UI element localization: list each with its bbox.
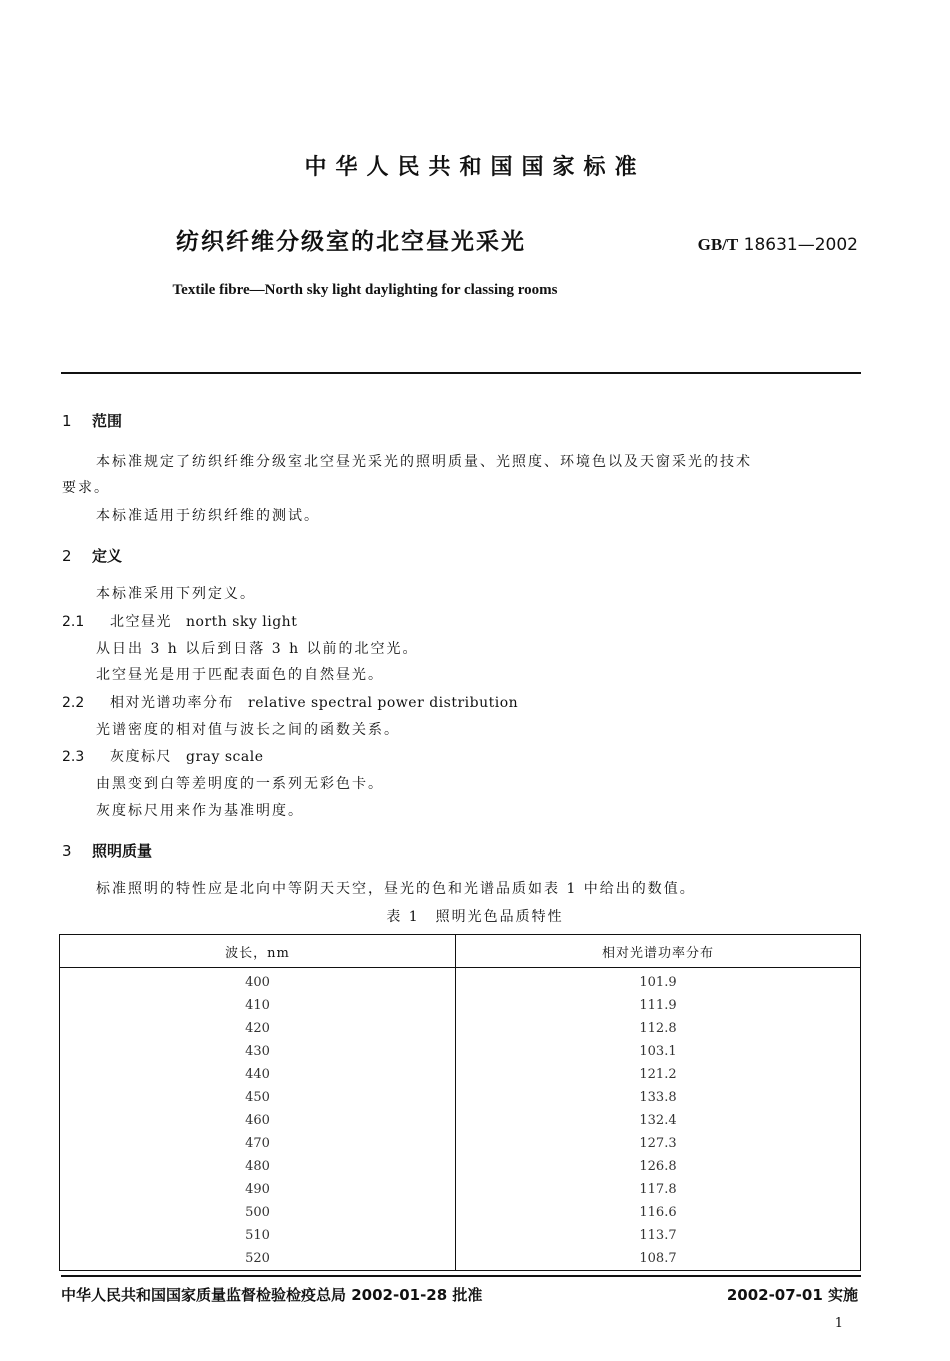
lighting-quality-paragraph: 标准照明的特性应是北向中等阴天天空，昼光的色和光谱品质如表 1 中给出的数值。 bbox=[96, 881, 696, 897]
table-row bbox=[60, 1086, 861, 1109]
document-title-cn: 纺织纤维分级室的北空昼光采光 bbox=[176, 229, 526, 255]
definition-2-3-line-1: 由黑变到白等差明度的一系列无彩色卡。 bbox=[96, 776, 384, 792]
footer-divider bbox=[61, 1275, 861, 1277]
approval-line: 中华人民共和国国家质量监督检验检疫总局 2002-01-28 批准 bbox=[61, 1286, 483, 1304]
header-divider bbox=[61, 372, 861, 374]
table-header-row bbox=[60, 935, 861, 968]
term-en: gray scale bbox=[186, 749, 264, 765]
power-cell: 111.9 bbox=[639, 998, 677, 1013]
term-en: relative spectral power distribution bbox=[248, 695, 519, 711]
wavelength-cell: 510 bbox=[60, 1224, 456, 1247]
definition-2-2-term bbox=[62, 692, 518, 712]
definition-2-3-line-2: 灰度标尺用来作为基准明度。 bbox=[96, 803, 304, 819]
table-row bbox=[60, 1109, 861, 1132]
power-cell: 121.2 bbox=[639, 1067, 677, 1082]
wavelength-cell: 420 bbox=[60, 1017, 456, 1040]
wavelength-cell: 460 bbox=[60, 1109, 456, 1132]
table-row bbox=[60, 1132, 861, 1155]
scope-paragraph-line-1: 本标准规定了纺织纤维分级室北空昼光采光的照明质量、光照度、环境色以及天窗采光的技术 bbox=[96, 454, 752, 470]
wavelength-cell: 520 bbox=[60, 1247, 456, 1271]
definitions-intro: 本标准采用下列定义。 bbox=[96, 586, 256, 602]
wavelength-cell: 450 bbox=[60, 1086, 456, 1109]
definition-number: 2.3 bbox=[62, 749, 85, 765]
wavelength-cell: 480 bbox=[60, 1155, 456, 1178]
table-row bbox=[60, 1017, 861, 1040]
definition-number: 2.1 bbox=[62, 614, 85, 630]
wavelength-cell: 500 bbox=[60, 1201, 456, 1224]
table-row bbox=[60, 1178, 861, 1201]
section-number: 2 bbox=[62, 547, 72, 565]
definition-number: 2.2 bbox=[62, 695, 85, 711]
wavelength-cell: 400 bbox=[60, 968, 456, 995]
power-cell: 113.7 bbox=[639, 1228, 677, 1243]
table-row bbox=[60, 1063, 861, 1086]
definition-2-1-term bbox=[62, 611, 297, 631]
table-row bbox=[60, 994, 861, 1017]
table-row bbox=[60, 1155, 861, 1178]
term-cn: 相对光谱功率分布 bbox=[110, 695, 234, 711]
wavelength-cell: 490 bbox=[60, 1178, 456, 1201]
standard-number-prefix: GB/T bbox=[697, 235, 739, 254]
term-cn: 北空昼光 bbox=[110, 614, 172, 630]
section-title: 照明质量 bbox=[92, 842, 153, 860]
section-1-heading bbox=[62, 410, 122, 431]
column-header-relative-power: 相对光谱功率分布 bbox=[456, 935, 861, 968]
power-cell: 126.8 bbox=[639, 1159, 677, 1174]
power-cell: 127.3 bbox=[639, 1136, 677, 1151]
wavelength-cell: 410 bbox=[60, 994, 456, 1017]
power-cell: 132.4 bbox=[639, 1113, 677, 1128]
table-caption: 表 1 照明光色品质特性 bbox=[386, 909, 564, 925]
definition-2-1-line-2: 北空昼光是用于匹配表面色的自然昼光。 bbox=[96, 667, 384, 683]
power-cell: 101.9 bbox=[639, 975, 677, 990]
power-cell: 112.8 bbox=[639, 1021, 677, 1036]
section-2-heading bbox=[62, 545, 122, 566]
section-number: 1 bbox=[62, 412, 72, 430]
power-cell: 103.1 bbox=[639, 1044, 677, 1059]
table-row bbox=[60, 1247, 861, 1271]
implementation-date: 2002-07-01 实施 bbox=[726, 1286, 858, 1304]
power-cell: 117.8 bbox=[639, 1182, 677, 1197]
spectral-table bbox=[59, 934, 861, 1271]
section-3-heading bbox=[62, 840, 152, 861]
power-cell: 133.8 bbox=[639, 1090, 677, 1105]
power-cell: 108.7 bbox=[639, 1251, 677, 1266]
standard-type-header: 中华人民共和国国家标准 bbox=[304, 155, 646, 180]
table-row bbox=[60, 1040, 861, 1063]
definition-2-2-line-1: 光谱密度的相对值与波长之间的函数关系。 bbox=[96, 722, 400, 738]
wavelength-cell: 470 bbox=[60, 1132, 456, 1155]
page-number: 1 bbox=[834, 1316, 843, 1331]
document-title-en: Textile fibre—North sky light daylighting for classing rooms bbox=[172, 282, 558, 298]
section-title: 定义 bbox=[92, 547, 123, 565]
scope-paragraph-line-2: 要求。 bbox=[62, 480, 110, 496]
term-cn: 灰度标尺 bbox=[110, 749, 172, 765]
standard-number bbox=[698, 235, 858, 255]
column-header-wavelength: 波长，nm bbox=[60, 935, 456, 968]
power-cell: 116.6 bbox=[639, 1205, 677, 1220]
definition-2-3-term bbox=[62, 746, 264, 766]
table-row bbox=[60, 1201, 861, 1224]
term-en: north sky light bbox=[186, 614, 298, 630]
table-row bbox=[60, 968, 861, 995]
definition-2-1-line-1: 从日出 3 h 以后到日落 3 h 以前的北空光。 bbox=[96, 641, 419, 657]
standard-number-value: 18631—2002 bbox=[743, 235, 858, 255]
section-number: 3 bbox=[62, 842, 72, 860]
table-row bbox=[60, 1224, 861, 1247]
wavelength-cell: 440 bbox=[60, 1063, 456, 1086]
section-title: 范围 bbox=[92, 412, 123, 430]
scope-paragraph-2: 本标准适用于纺织纤维的测试。 bbox=[96, 508, 320, 524]
wavelength-cell: 430 bbox=[60, 1040, 456, 1063]
